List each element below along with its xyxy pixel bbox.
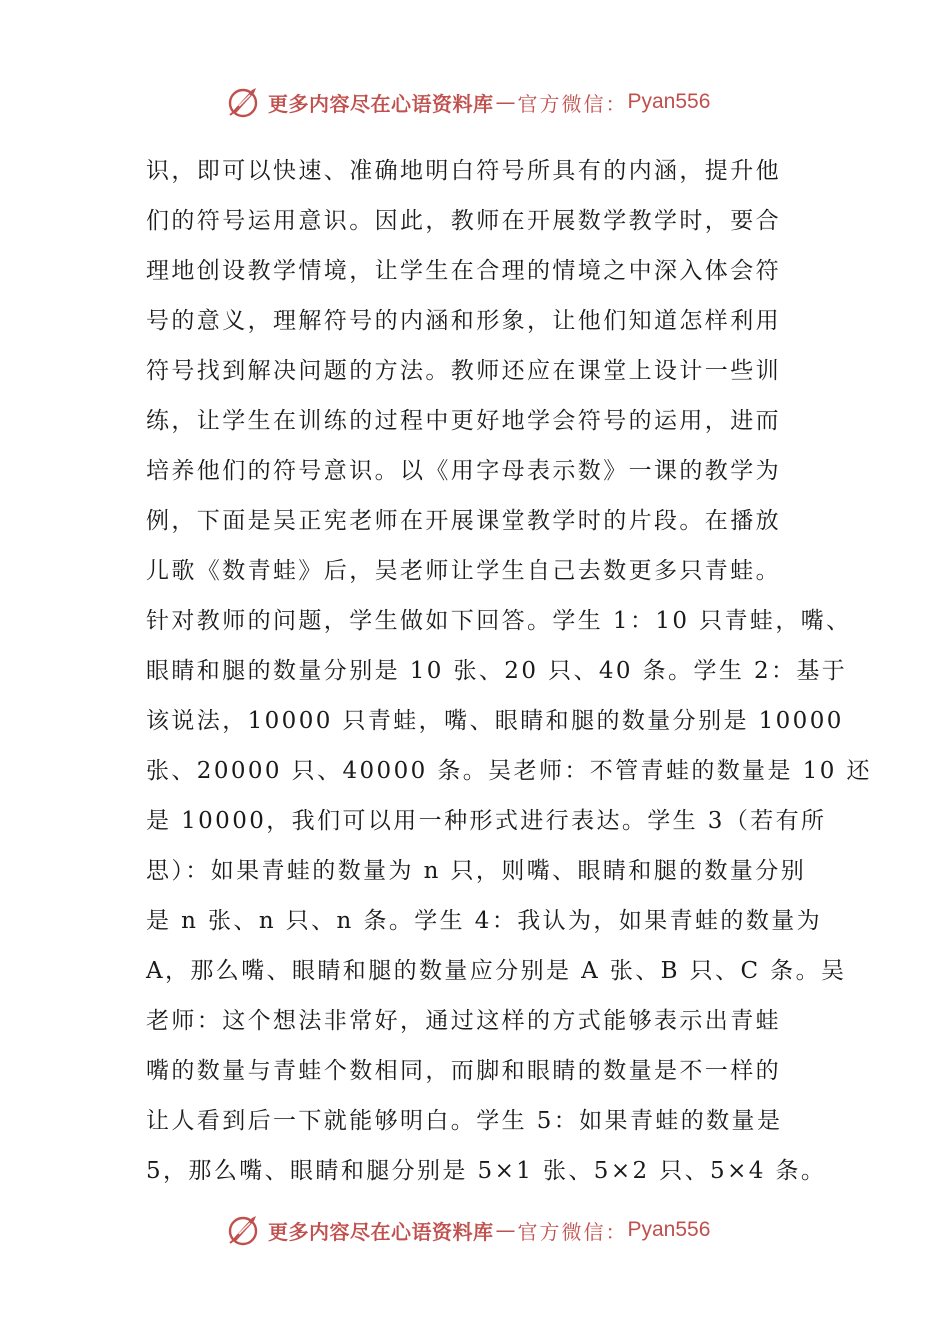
banner-wechat-label: 官方微信： bbox=[517, 1219, 628, 1244]
text-line: 儿歌《数青蛙》后，吴老师让学生自己去数更多只青蛙。 bbox=[146, 558, 781, 584]
header-banner bbox=[226, 82, 710, 122]
banner-wechat-id: Pyan556 bbox=[627, 1218, 711, 1241]
banner-dash: — bbox=[495, 90, 516, 114]
text-line: 理地创设教学情境，让学生在合理的情境之中深入体会符 bbox=[146, 258, 781, 284]
text-line: A，那么嘴、眼睛和腿的数量应分别是 A 张、B 只、C 条。吴 bbox=[146, 958, 847, 984]
text-line: 嘴的数量与青蛙个数相同，而脚和眼睛的数量是不一样的 bbox=[146, 1058, 781, 1084]
text-line: 5，那么嘴、眼睛和腿分别是 5×1 张、5×2 只、5×4 条。 bbox=[146, 1158, 827, 1184]
body-text bbox=[146, 146, 872, 1196]
banner-brand-text: 更多内容尽在心语资料库 bbox=[268, 1219, 494, 1244]
text-line: 培养他们的符号意识。以《用字母表示数》一课的教学为 bbox=[146, 458, 781, 484]
banner-dash: — bbox=[495, 1218, 516, 1242]
quill-logo-icon bbox=[226, 1212, 262, 1248]
text-line: 眼睛和腿的数量分别是 10 张、20 只、40 条。学生 2：基于 bbox=[146, 658, 848, 684]
text-line: 练，让学生在训练的过程中更好地学会符号的运用，进而 bbox=[146, 408, 781, 434]
text-line: 号的意义，理解符号的内涵和形象，让他们知道怎样利用 bbox=[146, 308, 781, 334]
footer-banner bbox=[226, 1210, 710, 1250]
text-line: 思）：如果青蛙的数量为 n 只，则嘴、眼睛和腿的数量分别 bbox=[146, 858, 807, 884]
text-line: 是 10000，我们可以用一种形式进行表达。学生 3（若有所 bbox=[146, 808, 827, 834]
text-line: 张、20000 只、40000 条。吴老师：不管青蛙的数量是 10 还 bbox=[146, 758, 872, 784]
banner-wechat-id: Pyan556 bbox=[627, 90, 711, 113]
text-line: 符号找到解决问题的方法。教师还应在课堂上设计一些训 bbox=[146, 358, 781, 384]
text-line: 例，下面是吴正宪老师在开展课堂教学时的片段。在播放 bbox=[146, 508, 781, 534]
text-line: 让人看到后一下就能够明白。学生 5：如果青蛙的数量是 bbox=[146, 1108, 783, 1134]
text-line: 识，即可以快速、准确地明白符号所具有的内涵，提升他 bbox=[146, 158, 781, 184]
text-line: 该说法，10000 只青蛙，嘴、眼睛和腿的数量分别是 10000 bbox=[146, 708, 844, 734]
banner-brand-text: 更多内容尽在心语资料库 bbox=[268, 91, 494, 116]
banner-wechat-label: 官方微信： bbox=[517, 91, 628, 116]
text-line: 是 n 张、n 只、n 条。学生 4：我认为，如果青蛙的数量为 bbox=[146, 908, 823, 934]
text-line: 针对教师的问题，学生做如下回答。学生 1：10 只青蛙，嘴、 bbox=[146, 608, 852, 634]
text-line: 们的符号运用意识。因此，教师在开展数学教学时，要合 bbox=[146, 208, 781, 234]
quill-logo-icon bbox=[226, 84, 262, 120]
text-line: 老师：这个想法非常好，通过这样的方式能够表示出青蛙 bbox=[146, 1008, 781, 1034]
